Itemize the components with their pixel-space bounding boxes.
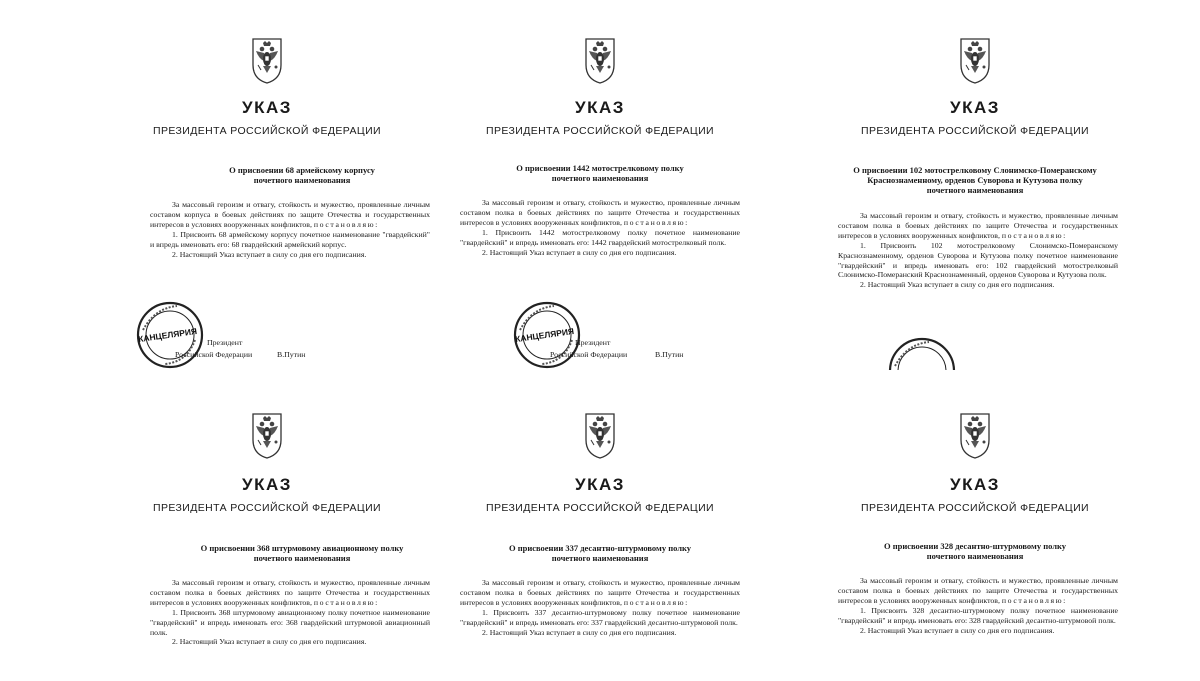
decree-heading: О присвоении 328 десантно-штурмовому полку почетного наименования [883, 541, 1067, 561]
decree-document-5 [400, 405, 800, 681]
decree-subtitle: ПРЕЗИДЕНТА РОССИЙСКОЙ ФЕДЕРАЦИИ [861, 125, 1089, 137]
decree-subtitle: ПРЕЗИДЕНТА РОССИЙСКОЙ ФЕДЕРАЦИИ [153, 125, 381, 137]
signature-role: Президент [207, 338, 243, 347]
decree-body: За массовый героизм и отвагу, стойкость и мужество, проявленные личным составом полка в боевых действиях по защите Отечества и государственных интересов в условиях вооруженных конфликтов, постановляю: 1. Присвоить 337 десантно-штурмовому полку почетное наименование "гвардейский" и впредь именовать его: 337 гвардейский десантно-штурмовой полк. 2. Настоящий Указ вступает в силу со дня его подписания. [460, 578, 740, 637]
decree-title: УКАЗ [575, 475, 625, 494]
signature-name: В.Путин [655, 350, 684, 359]
signature-role-country: Российской Федерации [550, 350, 628, 359]
coat-of-arms-emblem [955, 410, 995, 460]
decree-title: УКАЗ [575, 98, 625, 117]
decree-subtitle: ПРЕЗИДЕНТА РОССИЙСКОЙ ФЕДЕРАЦИИ [153, 502, 381, 514]
decree-document-6 [775, 405, 1175, 681]
chancellery-stamp-partial [887, 336, 957, 370]
decree-heading: О присвоении 368 штурмовому авиационному полку почетного наименования [200, 543, 404, 563]
decree-title: УКАЗ [950, 475, 1000, 494]
decree-subtitle: ПРЕЗИДЕНТА РОССИЙСКОЙ ФЕДЕРАЦИИ [486, 125, 714, 137]
decree-body: За массовый героизм и отвагу, стойкость и мужество, проявленные личным составом полка в боевых действиях по защите Отечества и государственных интересов в условиях вооруженных конфликтов, постановляю: 1. Присвоить 328 десантно-штурмовому полку почетное наименование "гвардейский" и впредь именовать его: 328 гвардейский десантно-штурмовой полк. 2. Настоящий Указ вступает в силу со дня его подписания. [838, 576, 1118, 635]
signature-role: Президент [575, 338, 611, 347]
coat-of-arms-emblem [580, 410, 620, 460]
stamp-text: КАНЦЕЛЯРИЯ [514, 325, 575, 345]
chancellery-stamp [135, 300, 205, 370]
decree-subtitle: ПРЕЗИДЕНТА РОССИЙСКОЙ ФЕДЕРАЦИИ [486, 502, 714, 514]
decree-heading: О присвоении 68 армейскому корпусу почетного наименования [229, 165, 375, 185]
decree-subtitle: ПРЕЗИДЕНТА РОССИЙСКОЙ ФЕДЕРАЦИИ [861, 502, 1089, 514]
decree-body: За массовый героизм и отвагу, стойкость и мужество, проявленные личным составом полка в боевых действиях по защите Отечества и государственных интересов в условиях вооруженных конфликтов, постановляю: 1. Присвоить 368 штурмовому авиационному полку почетное наименование "гвардейский" и впредь именовать его: 368 гвардейский штурмовой авиационный полк. 2. Настоящий Указ вступает в силу со дня его подписания. [150, 578, 430, 647]
decree-title: УКАЗ [242, 475, 292, 494]
decree-body: За массовый героизм и отвагу, стойкость и мужество, проявленные личным составом полка в боевых действиях по защите Отечества и государственных интересов в условиях вооруженных конфликтов, постановляю: 1. Присвоить 102 мотострелковому Слонимско-Померанскому Краснознаменному, орденов Суворова и Кутузова полку почетное наименование "гвардейский" и впредь именовать его: 102 гвардейский мотострелковый Слонимско-Померанский Краснознаменный, орденов Суворова и Кутузова полк. 2. Настоящий Указ вступает в силу со дня его подписания. [838, 211, 1118, 290]
decree-heading: О присвоении 1442 мотострелковому полку почетного наименования [516, 163, 684, 183]
stamp-text: КАНЦЕЛЯРИЯ [137, 325, 198, 345]
decree-heading: О присвоении 102 мотострелковому Слонимско-Померанскому Краснознаменному, орденов Суворова и Кутузова полку почетного наименования [853, 165, 1097, 195]
decree-document-2 [400, 30, 800, 370]
signature-role-country: Российской Федерации [175, 350, 253, 359]
coat-of-arms-emblem [955, 35, 995, 85]
decree-heading: О присвоении 337 десантно-штурмовому полку почетного наименования [508, 543, 692, 563]
decree-document-3 [775, 30, 1175, 370]
decree-title: УКАЗ [242, 98, 292, 117]
signature-block [400, 30, 800, 370]
chancellery-stamp [512, 300, 582, 370]
decree-body: За массовый героизм и отвагу, стойкость и мужество, проявленные личным составом полка в боевых действиях по защите Отечества и государственных интересов в условиях вооруженных конфликтов, постановляю: 1. Присвоить 1442 мотострелковому полку почетное наименование "гвардейский" и впредь именовать его: 1442 гвардейский мотострелковый полк. 2. Настоящий Указ вступает в силу со дня его подписания. [460, 198, 740, 257]
decree-title: УКАЗ [950, 98, 1000, 117]
decree-body: За массовый героизм и отвагу, стойкость и мужество, проявленные личным составом корпуса в боевых действиях по защите Отечества и государственных интересов в условиях вооруженных конфликтов, постановляю: 1. Присвоить 68 армейскому корпусу почетное наименование "гвардейский" и впредь именовать его: 68 гвардейский армейский корпус. 2. Настоящий Указ вступает в силу со дня его подписания. [150, 200, 430, 259]
coat-of-arms-emblem [247, 410, 287, 460]
signature-name: В.Путин [277, 350, 306, 359]
